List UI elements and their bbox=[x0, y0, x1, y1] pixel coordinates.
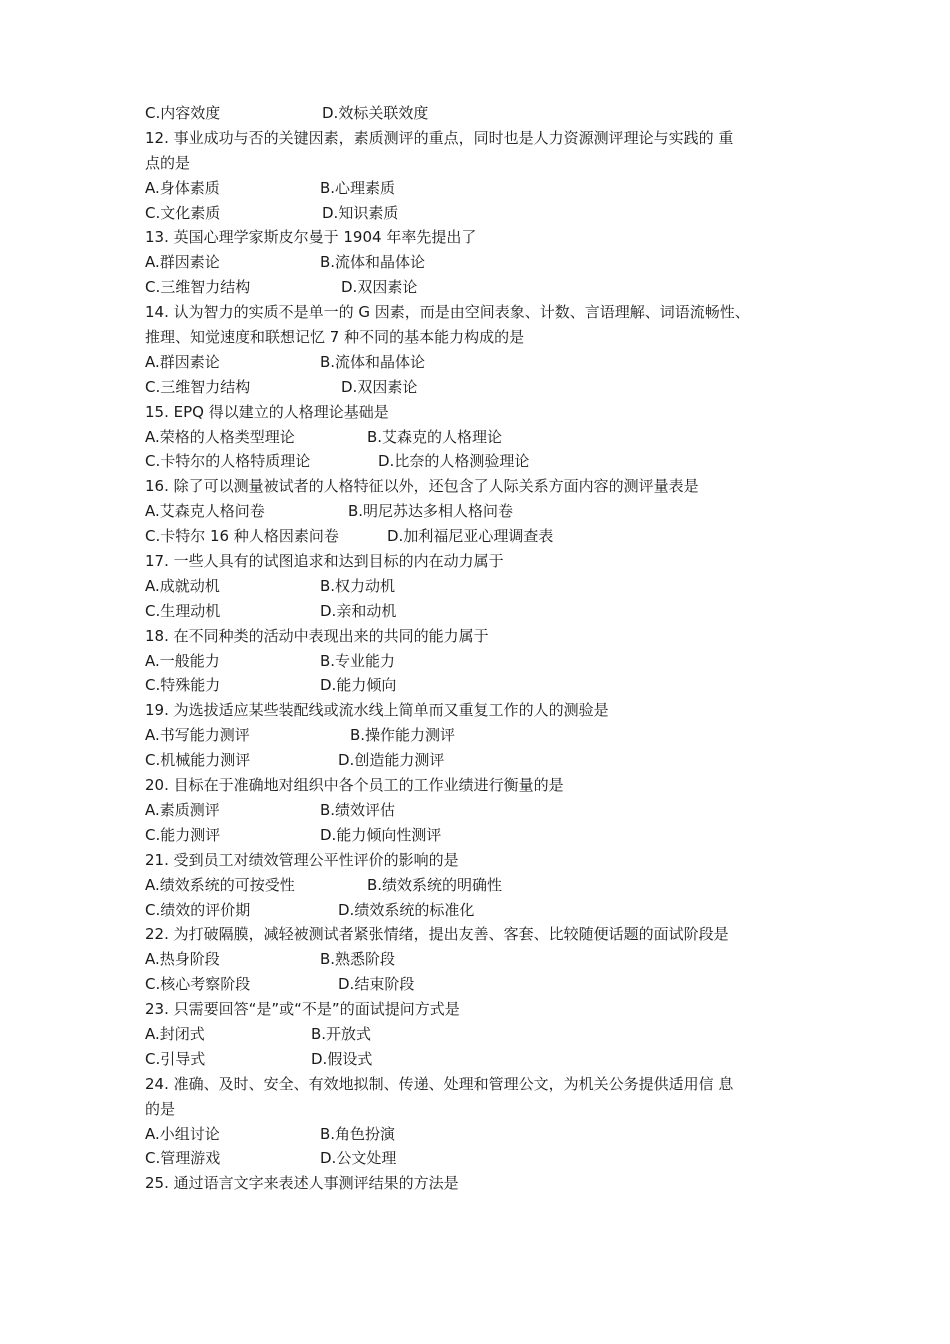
question-text-line: 推理、知觉速度和联想记忆 7 种不同的基本能力构成的是 bbox=[145, 328, 525, 347]
answer-option: A.封闭式 bbox=[145, 1024, 205, 1043]
answer-option: B.流体和晶体论 bbox=[320, 253, 426, 272]
question-text-line: 25. 通过语言文字来表述人事测评结果的方法是 bbox=[145, 1174, 459, 1193]
answer-option: D.效标关联效度 bbox=[322, 104, 429, 122]
question-text-line: 13. 英国心理学家斯皮尔曼于 1904 年率先提出了 bbox=[145, 228, 477, 247]
question-text-line: 16. 除了可以测量被试者的人格特征以外，还包含了人际关系方面内容的测评量表是 bbox=[145, 477, 699, 496]
answer-option: D.双因素论 bbox=[341, 377, 418, 396]
answer-option: B.开放式 bbox=[311, 1024, 372, 1043]
answer-options-row bbox=[145, 723, 815, 748]
answer-options-row bbox=[145, 201, 815, 226]
answer-options-row bbox=[145, 375, 815, 400]
answer-options-row bbox=[145, 1122, 815, 1147]
answer-options-row bbox=[145, 748, 815, 773]
answer-options-row bbox=[145, 823, 815, 848]
question-text-line: 点的是 bbox=[145, 153, 191, 172]
answer-option: A.艾森克人格问卷 bbox=[145, 502, 265, 521]
answer-option: D.加利福尼亚心理调查表 bbox=[387, 527, 554, 546]
answer-options-row bbox=[145, 524, 815, 549]
answer-option: C.能力测评 bbox=[145, 825, 221, 844]
answer-option: C.内容效度 bbox=[145, 104, 221, 122]
answer-option: A.小组讨论 bbox=[145, 1124, 220, 1143]
answer-option: A.荣格的人格类型理论 bbox=[145, 427, 295, 446]
answer-option: A.群因素论 bbox=[145, 253, 220, 272]
answer-option: C.管理游戏 bbox=[145, 1149, 221, 1168]
answer-option: C.特殊能力 bbox=[145, 676, 221, 695]
answer-option: B.绩效评估 bbox=[320, 800, 396, 819]
answer-option: A.一般能力 bbox=[145, 651, 220, 670]
answer-option: D.假设式 bbox=[311, 1049, 373, 1068]
answer-option: C.三维智力结构 bbox=[145, 377, 251, 396]
answer-option: B.心理素质 bbox=[320, 178, 396, 197]
answer-option: B.角色扮演 bbox=[320, 1124, 396, 1143]
answer-options-row bbox=[145, 574, 815, 599]
answer-option: D.双因素论 bbox=[341, 278, 418, 297]
answer-options-row bbox=[145, 1047, 815, 1072]
answer-options-row bbox=[145, 350, 815, 375]
answer-option: D.知识素质 bbox=[322, 203, 399, 222]
answer-option: D.比奈的人格测验理论 bbox=[378, 452, 530, 471]
question-text-line: 15. EPQ 得以建立的人格理论基础是 bbox=[145, 402, 389, 421]
answer-options-row bbox=[145, 1146, 815, 1171]
question-text-line: 14. 认为智力的实质不是单一的 G 因素，而是由空间表象、计数、言语理解、词语流畅性、 bbox=[145, 303, 750, 322]
answer-options-row bbox=[145, 101, 815, 126]
answer-option: A.身体素质 bbox=[145, 178, 220, 197]
answer-options-row bbox=[145, 673, 815, 698]
answer-option: B.明尼苏达多相人格问卷 bbox=[348, 502, 514, 521]
answer-option: C.核心考察阶段 bbox=[145, 975, 251, 994]
answer-option: C.卡特尔的人格特质理论 bbox=[145, 452, 311, 471]
answer-option: D.结束阶段 bbox=[338, 975, 415, 994]
answer-option: C.生理动机 bbox=[145, 601, 221, 620]
answer-option: A.群因素论 bbox=[145, 352, 220, 371]
answer-option: A.书写能力测评 bbox=[145, 726, 250, 745]
answer-option: B.熟悉阶段 bbox=[320, 950, 396, 969]
answer-options-row bbox=[145, 425, 815, 450]
answer-option: B.专业能力 bbox=[320, 651, 396, 670]
question-text-line: 21. 受到员工对绩效管理公平性评价的影响的是 bbox=[145, 850, 459, 869]
answer-option: B.流体和晶体论 bbox=[320, 352, 426, 371]
question-text-line: 18. 在不同种类的活动中表现出来的共同的能力属于 bbox=[145, 626, 489, 645]
answer-option: C.三维智力结构 bbox=[145, 278, 251, 297]
answer-options-row bbox=[145, 898, 815, 923]
answer-option: B.操作能力测评 bbox=[350, 726, 456, 745]
answer-option: A.成就动机 bbox=[145, 576, 220, 595]
answer-option: B.绩效系统的明确性 bbox=[367, 875, 503, 894]
answer-option: D.公文处理 bbox=[320, 1149, 397, 1168]
answer-option: C.绩效的评价期 bbox=[145, 900, 251, 919]
answer-option: B.艾森克的人格理论 bbox=[367, 427, 503, 446]
answer-option: A.素质测评 bbox=[145, 800, 220, 819]
answer-option: C.卡特尔 16 种人格因素问卷 bbox=[145, 527, 339, 546]
question-text-line: 12. 事业成功与否的关键因素，素质测评的重点，同时也是人力资源测评理论与实践的 重 bbox=[145, 128, 734, 147]
answer-option: D.亲和动机 bbox=[320, 601, 397, 620]
question-text-line: 23. 只需要回答“是”或“不是”的面试提问方式是 bbox=[145, 1000, 460, 1019]
answer-options-row bbox=[145, 449, 815, 474]
question-text-line: 19. 为选拔适应某些装配线或流水线上简单而又重复工作的人的测验是 bbox=[145, 701, 609, 720]
answer-option: D.创造能力测评 bbox=[338, 751, 445, 770]
answer-option: D.绩效系统的标准化 bbox=[338, 900, 475, 919]
question-text-line: 的是 bbox=[145, 1099, 176, 1118]
answer-options-row bbox=[145, 176, 815, 201]
answer-option: B.权力动机 bbox=[320, 576, 396, 595]
answer-option: C.文化素质 bbox=[145, 203, 221, 222]
question-text-line: 22. 为打破隔膜，减轻被测试者紧张情绪，提出友善、客套、比较随便话题的面试阶段是 bbox=[145, 925, 729, 944]
answer-options-row bbox=[145, 972, 815, 997]
answer-option: A.绩效系统的可按受性 bbox=[145, 875, 295, 894]
answer-option: C.机械能力测评 bbox=[145, 751, 251, 770]
question-text-line: 20. 目标在于准确地对组织中各个员工的工作业绩进行衡量的是 bbox=[145, 776, 564, 795]
document-page bbox=[145, 101, 815, 1196]
answer-options-row bbox=[145, 599, 815, 624]
answer-options-row bbox=[145, 798, 815, 823]
answer-options-row bbox=[145, 1022, 815, 1047]
answer-options-row bbox=[145, 873, 815, 898]
question-text-line: 24. 准确、及时、安全、有效地拟制、传递、处理和管理公文，为机关公务提供适用信 息 bbox=[145, 1074, 734, 1093]
answer-options-row bbox=[145, 499, 815, 524]
answer-option: A.热身阶段 bbox=[145, 950, 220, 969]
answer-option: C.引导式 bbox=[145, 1049, 206, 1068]
answer-options-row bbox=[145, 275, 815, 300]
answer-options-row bbox=[145, 250, 815, 275]
answer-option: D.能力倾向 bbox=[320, 676, 397, 695]
answer-options-row bbox=[145, 649, 815, 674]
question-text-line: 17. 一些人具有的试图追求和达到目标的内在动力属于 bbox=[145, 552, 504, 571]
answer-options-row bbox=[145, 947, 815, 972]
answer-option: D.能力倾向性测评 bbox=[320, 825, 442, 844]
